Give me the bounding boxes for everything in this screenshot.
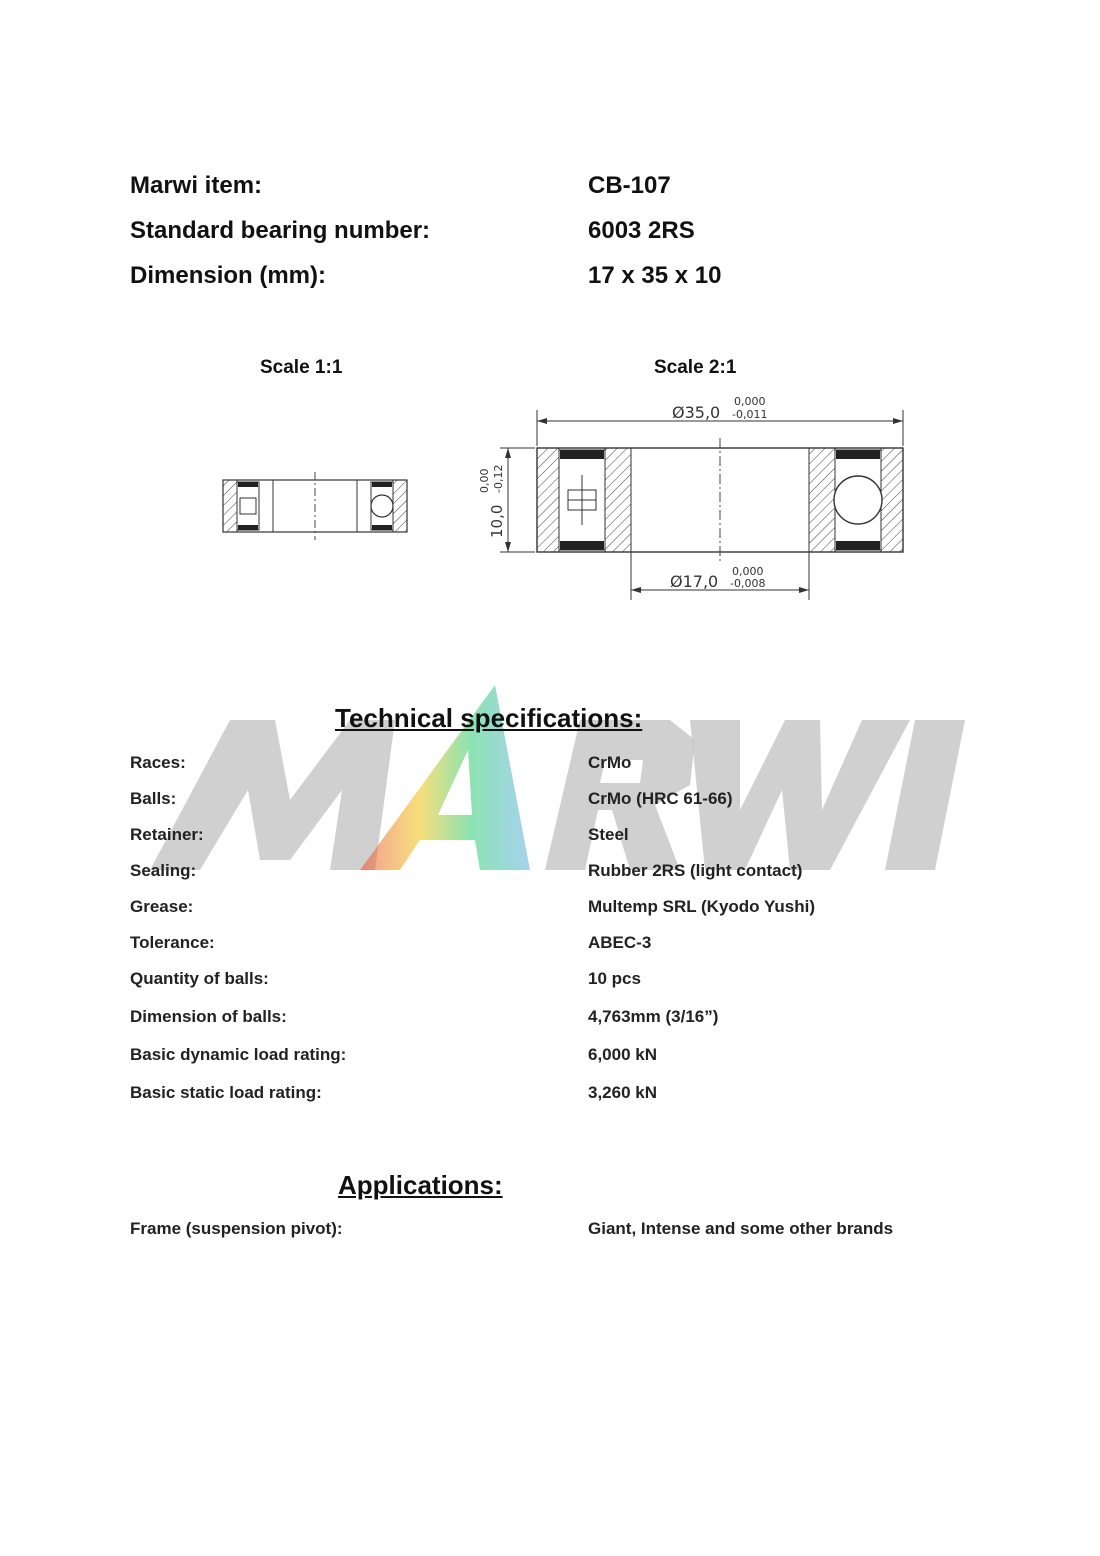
width-value: 10,0	[488, 504, 506, 538]
spec-value: ABEC-3	[588, 933, 652, 952]
spec-value: 6,000 kN	[588, 1045, 657, 1064]
spec-value: Steel	[588, 825, 629, 844]
spec-label: Basic dynamic load rating:	[130, 1045, 347, 1064]
spec-label: Basic static load rating:	[130, 1083, 322, 1102]
application-label: Frame (suspension pivot):	[130, 1219, 343, 1238]
spec-label: Races:	[130, 753, 186, 772]
bearing-number-label: Standard bearing number:	[130, 217, 431, 244]
bearing-number-value: 6003 2RS	[588, 217, 695, 244]
spec-label: Balls:	[130, 789, 177, 808]
watermark-letter-m	[150, 720, 395, 870]
spec-label: Grease:	[130, 897, 194, 916]
width-tolerance-lower: -0,12	[492, 464, 505, 493]
spec-label: Tolerance:	[130, 933, 215, 952]
outer-diameter-value: Ø35,0	[672, 403, 721, 422]
bearing-section-scale-2-1	[537, 438, 903, 562]
spec-value: CrMo	[588, 753, 632, 772]
spec-value: Multemp SRL (Kyodo Yushi)	[588, 897, 815, 916]
marwi-item-label: Marwi item:	[130, 172, 263, 199]
spec-value: 4,763mm (3/16”)	[588, 1007, 719, 1026]
spec-label: Quantity of balls:	[130, 969, 269, 988]
spec-value: CrMo (HRC 61-66)	[588, 789, 733, 808]
spec-label: Sealing:	[130, 861, 197, 880]
inner-diameter-tolerance-upper: 0,000	[732, 565, 764, 578]
bearing-technical-drawing	[200, 380, 940, 610]
spec-label: Retainer:	[130, 825, 204, 844]
applications-heading: Applications:	[338, 1170, 503, 1200]
inner-diameter-tolerance-lower: -0,008	[730, 577, 766, 590]
dimension-value: 17 x 35 x 10	[588, 262, 722, 289]
width-tolerance-upper: 0,00	[478, 468, 491, 493]
spec-value: 3,260 kN	[588, 1083, 657, 1102]
scale-1-1-label: Scale 1:1	[260, 357, 343, 378]
technical-specifications-heading: Technical specifications:	[335, 703, 643, 733]
width-dimension	[478, 448, 535, 552]
outer-diameter-tolerance-upper: 0,000	[734, 395, 766, 408]
marwi-item-value: CB-107	[588, 172, 671, 199]
bearing-section-scale-1-1	[223, 472, 407, 540]
outer-diameter-tolerance-lower: -0,011	[732, 408, 768, 421]
spec-value: 10 pcs	[588, 969, 641, 988]
scale-2-1-label: Scale 2:1	[654, 357, 737, 378]
inner-diameter-value: Ø17,0	[670, 572, 719, 591]
dimension-label: Dimension (mm):	[130, 262, 327, 289]
spec-value: Rubber 2RS (light contact)	[588, 861, 803, 880]
application-value: Giant, Intense and some other brands	[588, 1219, 894, 1238]
spec-label: Dimension of balls:	[130, 1007, 287, 1026]
